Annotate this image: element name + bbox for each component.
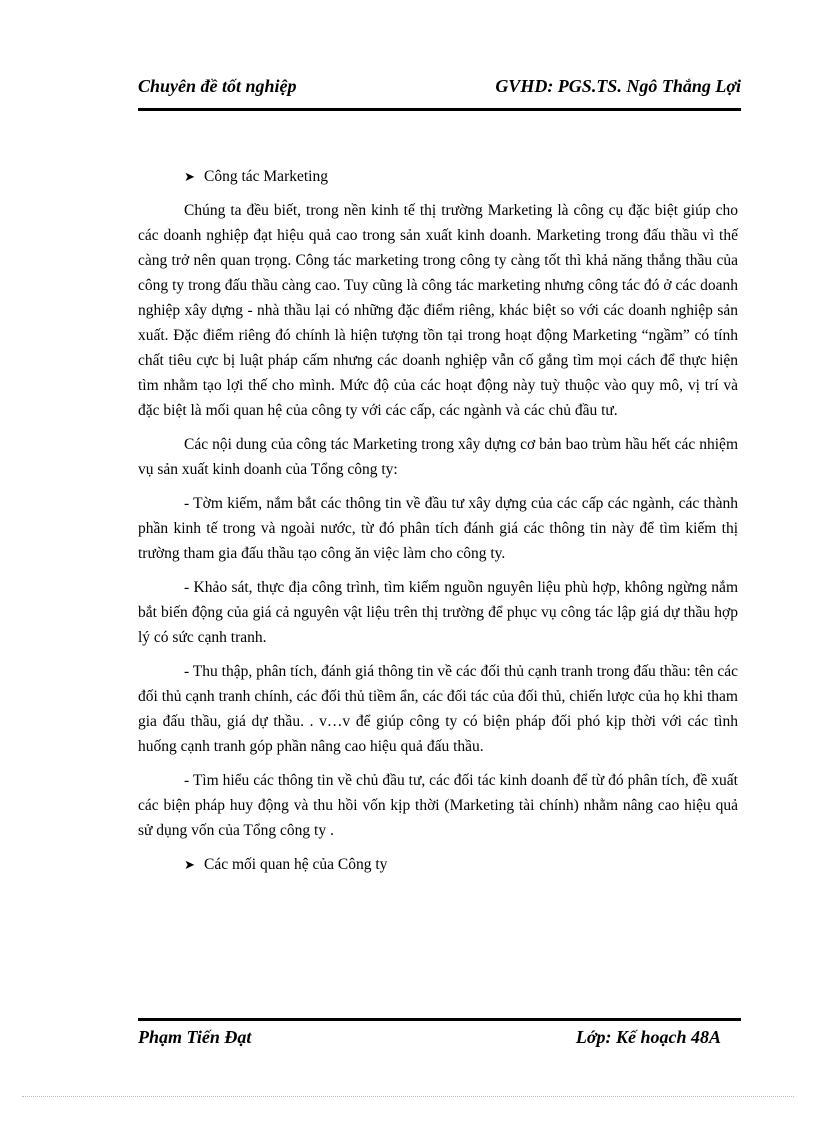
page-header bbox=[138, 74, 741, 111]
paragraph-marketing-intro: Chúng ta đều biết, trong nền kinh tế thị trường Marketing là công cụ đặc biệt giúp cho các doanh nghiệp đạt hiệu quả cao trong sản xuất kinh doanh. Marketing trong đấu thầu vì thế càng trở nên quan trọng. Công tác marketing trong công ty càng tốt thì khả năng thắng thầu của công ty trong đấu thầu càng cao. Tuy cũng là công tác marketing nhưng công tác đó ở các doanh nghiệp xây dựng - nhà thầu lại có những đặc điểm riêng, khác biệt so với các doanh nghiệp sản xuất. Đặc điểm riêng đó chính là hiện tượng tồn tại trong hoạt động Marketing “ngầm” có tính chất tiêu cực bị luật pháp cấm nhưng các doanh nghiệp vẫn cố gắng tìm mọi cách để thực hiện tìm nhằm tạo lợi thế cho mình. Mức độ của các hoạt động này tuỳ thuộc vào quy mô, vị trí và đặc biệt là mối quan hệ của công ty với các cấp, các ngành và các chủ đầu tư. bbox=[138, 202, 738, 419]
paragraph-task-investors: - Tìm hiểu các thông tin về chủ đầu tư, các đối tác kinh doanh để từ đó phân tích, đề xuất các biện pháp huy động và thu hồi vốn kịp thời (Marketing tài chính) nhằm nâng cao hiệu quả sử dụng vốn của Tổng công ty . bbox=[138, 772, 738, 839]
paragraph-marketing-scope: Các nội dung của công tác Marketing trong xây dựng cơ bản bao trùm hầu hết các nhiệm vụ sản xuất kinh doanh của Tổng công ty: bbox=[138, 436, 738, 478]
page-footer bbox=[138, 1018, 741, 1055]
arrow-bullet-icon: ➤ bbox=[184, 169, 195, 184]
section-heading-text: Công tác Marketing bbox=[204, 168, 328, 185]
footer-author: Phạm Tiến Đạt bbox=[138, 1027, 252, 1047]
paragraph-task-competitors: - Thu thập, phân tích, đánh giá thông tin về các đối thủ cạnh tranh trong đấu thầu: tên các đối thủ cạnh tranh chính, các đối thủ tiềm ẩn, các đối tác của đối thủ, chiến lược của họ khi tham gia đấu thầu, giá dự thầu. . v…v để giúp công ty có biện pháp đối phó kịp thời với các tình huống cạnh tranh góp phần nâng cao hiệu quả đấu thầu. bbox=[138, 663, 738, 755]
page-body bbox=[138, 164, 738, 886]
paragraph-task-info-search: - Tờm kiếm, nắm bắt các thông tin về đầu tư xây dựng của các cấp các ngành, các thành phần kinh tế trong và ngoài nước, từ đó phân tích đánh giá các thông tin này để tìm kiếm thị trường tham gia đấu thầu tạo công ăn việc làm cho công ty. bbox=[138, 495, 738, 562]
section-heading-text: Các mối quan hệ của Công ty bbox=[204, 856, 388, 873]
page-edge-divider bbox=[22, 1096, 794, 1097]
section-heading-relations bbox=[138, 852, 738, 877]
paragraph-task-site-survey: - Khảo sát, thực địa công trình, tìm kiếm nguồn nguyên liệu phù hợp, không ngừng nắm bắt biến động của giá cả nguyên vật liệu trên thị trường để phục vụ công tác lập giá dự thầu hợp lý có sức cạnh tranh. bbox=[138, 579, 738, 646]
header-supervisor: GVHD: PGS.TS. Ngô Thắng Lợi bbox=[495, 76, 741, 96]
footer-class: Lớp: Kế hoạch 48A bbox=[575, 1027, 721, 1047]
arrow-bullet-icon: ➤ bbox=[184, 857, 195, 872]
header-document-type: Chuyên đề tốt nghiệp bbox=[138, 76, 297, 96]
section-heading-marketing bbox=[138, 164, 738, 189]
